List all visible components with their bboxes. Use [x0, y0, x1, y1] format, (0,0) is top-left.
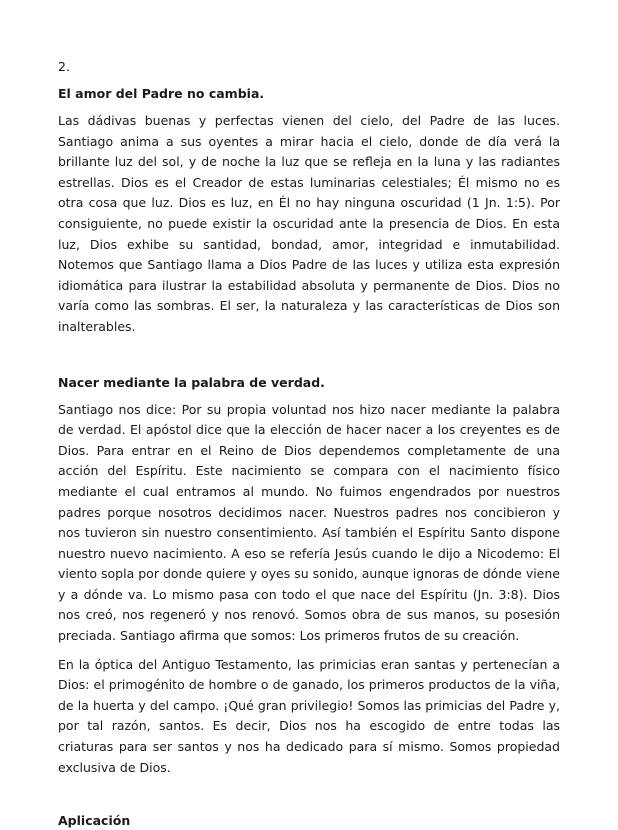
heading-amor-del-padre: El amor del Padre no cambia. — [58, 86, 265, 101]
spacer — [58, 786, 560, 812]
paragraph-nuevo-nacimiento: Santiago nos dice: Por su propia voluntad nos hizo nacer mediante la palabra de verdad. El apóstol dice que la elección de hacer nacer a los creyentes es de Dios. Para entrar en el Reino de Dios dependemos completamente de una acción del Espíritu. Este nacimiento se compara con el nacimiento físico mediante el cual entramos al mundo. No fuimos engendrados por nuestros padres porque nosotros decidimos nacer. Nuestros padres nos concibieron y nos tuvieron sin nuestro consentimiento. Así también el Espíritu Santo dispone nuestro nuevo nacimiento. A eso se refería Jesús cuando le dijo a Nicodemo: El viento sopla por donde quiere y oyes su sonido, aunque ignoras de dónde viene y a dónde va. Lo mismo pasa con todo el que nace del Espíritu (Jn. 3:8). Dios nos creó, nos regeneró y nos renovó. Somos obra de sus manos, su posesión preciada. Santiago afirma que somos: Los primeros frutos de su creación. — [58, 401, 560, 644]
paragraph-primicias: En la óptica del Antiguo Testamento, las primicias eran santas y pertenecían a Dios: el primogénito de hombre o de ganado, los primeros productos de la viña, de la huerta y del campo. ¡Qué gran privilegio! Somos las primicias del Padre y, por tal razón, santos. Es decir, Dios nos ha escogido de entre todas las criaturas para ser santos y nos ha dedicado para sí mismo. Somos propiedad exclusiva de Dios. — [58, 656, 560, 775]
heading-nacer-mediante-la-palabra: Nacer mediante la palabra de verdad. — [58, 374, 325, 390]
heading-aplicacion: Aplicación — [58, 813, 131, 829]
paragraph-padre-de-las-luces: Las dádivas buenas y perfectas vienen del cielo, del Padre de las luces. Santiago anima a sus oyentes a mirar hacia el cielo, donde de día verá la brillante luz del sol, y de noche la luz que se refleja en la luna y las radiantes estrellas. Dios es el Creador de estas luminarias celestiales; Él mismo no es otra cosa que luz. Dios es luz, en Él no hay ninguna oscuridad (1 Jn. 1:5). Por consiguiente, no puede existir la oscuridad ante la presencia de Dios. En esta luz, Dios exhibe su santidad, bondad, amor, integridad e inmutabilidad. Notemos que Santiago llama a Dios Padre de las luces y utiliza esta expresión idiomática para ilustrar la estabilidad absoluta y permanente de Dios. Dios no varía como las sombras. El ser, la naturaleza y las características de Dios son inalterables. — [58, 113, 560, 334]
spacer — [58, 346, 560, 374]
section-number: 2. — [58, 59, 70, 74]
